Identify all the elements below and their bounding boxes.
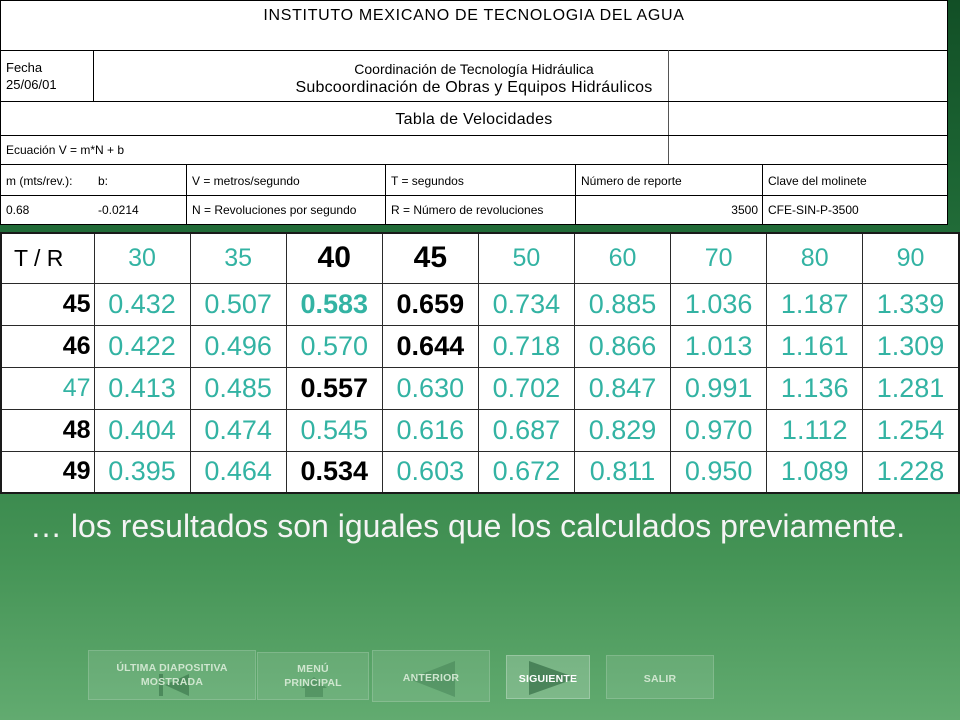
main-menu-button[interactable] [257,652,369,700]
table-cell: 0.557 [286,367,382,409]
previous-slide-label: ANTERIOR [402,672,460,684]
table-cell: 0.734 [478,283,574,325]
row-label: 47 [1,367,94,409]
table-cell: 0.432 [94,283,190,325]
table-cell: 0.644 [382,325,478,367]
next-slide-label: SIGUIENTE [518,672,578,685]
table-cell: 0.811 [574,451,670,493]
table-cell: 0.464 [190,451,286,493]
row-label: 46 [1,325,94,367]
table-cell: 1.281 [863,367,959,409]
next-slide-button[interactable] [506,655,590,699]
subcoordination-title: Subcoordinación de Obras y Equipos Hidráulicos [295,79,653,96]
date-value: 25/06/01 [6,77,57,92]
table-cell: 0.718 [478,325,574,367]
table-cell: 0.474 [190,409,286,451]
table-row [1,283,959,325]
table-cell: 0.413 [94,367,190,409]
last-viewed-slide-button[interactable] [88,650,256,700]
table-cell: 0.583 [286,283,382,325]
intercept-value: -0.0214 [98,203,139,217]
divider [1,135,947,136]
divider [1,101,947,102]
exit-button[interactable] [606,655,714,699]
divider [1,195,947,196]
column-header: 45 [382,233,478,283]
table-cell: 1.187 [767,283,863,325]
table-cell: 0.885 [574,283,670,325]
table-cell: 1.089 [767,451,863,493]
table-cell: 0.630 [382,367,478,409]
institute-title: INSTITUTO MEXICANO DE TECNOLOGIA DEL AGUA [263,7,685,24]
table-cell: 0.659 [382,283,478,325]
table-cell: 0.496 [190,325,286,367]
column-header: 90 [863,233,959,283]
coordination-title: Coordinación de Tecnología Hidráulica [354,61,594,77]
table-cell: 1.254 [863,409,959,451]
table-cell: 0.507 [190,283,286,325]
table-cell: 0.866 [574,325,670,367]
previous-slide-button[interactable] [372,650,490,702]
table-cell: 0.404 [94,409,190,451]
time-unit-label: T = segundos [391,174,464,188]
row-label: 49 [1,451,94,493]
slope-value: 0.68 [6,203,30,217]
table-cell: 0.545 [286,409,382,451]
velocity-unit-label: V = metros/segundo [192,174,300,188]
velocity-table [0,232,960,494]
label-line: ÚLTIMA DIAPOSITIVA [116,662,228,674]
date-label: Fecha [6,60,43,75]
slope-label: m (mts/rev.): [6,174,73,188]
column-header: 30 [94,233,190,283]
table-cell: 0.422 [94,325,190,367]
exit-label: SALIR [643,672,677,685]
table-cell: 0.672 [478,451,574,493]
report-header-form [0,0,948,225]
table-row [1,367,959,409]
slide-caption: … los resultados son iguales que los calculados previamente. [30,508,906,544]
table-cell: 1.112 [767,409,863,451]
table-cell: 0.991 [671,367,767,409]
revolutions-per-second-label: N = Revoluciones por segundo [192,203,357,217]
table-cell: 0.534 [286,451,382,493]
divider [1,164,947,165]
report-number-value: 3500 [731,203,758,217]
equation-label: Ecuación V = m*N + b [6,143,125,157]
table-cell: 1.161 [767,325,863,367]
table-cell: 0.970 [671,409,767,451]
table-corner-label: T / R [1,233,94,283]
table-cell: 1.228 [863,451,959,493]
table-cell: 1.136 [767,367,863,409]
table-cell: 1.309 [863,325,959,367]
table-cell: 0.485 [190,367,286,409]
table-cell: 1.339 [863,283,959,325]
table-cell: 0.829 [574,409,670,451]
table-row [1,451,959,493]
table-cell: 1.013 [671,325,767,367]
column-header: 70 [671,233,767,283]
column-header: 80 [767,233,863,283]
table-cell: 0.950 [671,451,767,493]
row-label: 48 [1,409,94,451]
label-line: PRINCIPAL [284,677,342,689]
table-cell: 0.570 [286,325,382,367]
column-header: 50 [478,233,574,283]
label-line: MENÚ [297,663,329,675]
table-cell: 0.847 [574,367,670,409]
report-number-label: Número de reporte [581,174,682,188]
meter-key-value: CFE-SIN-P-3500 [768,203,859,217]
table-cell: 1.036 [671,283,767,325]
column-header: 60 [574,233,670,283]
label-line: MOSTRADA [140,676,204,688]
table-cell: 0.395 [94,451,190,493]
column-header: 35 [190,233,286,283]
row-label: 45 [1,283,94,325]
table-header-row [1,233,959,283]
table-cell: 0.702 [478,367,574,409]
table-row [1,409,959,451]
intercept-label: b: [98,174,109,188]
table-cell: 0.616 [382,409,478,451]
revolutions-count-label: R = Número de revoluciones [391,203,544,217]
divider [1,50,947,51]
last-viewed-slide-label [116,661,227,689]
table-row [1,325,959,367]
table-title: Tabla de Velocidades [395,111,553,128]
table-cell: 0.687 [478,409,574,451]
column-header: 40 [286,233,382,283]
table-cell: 0.603 [382,451,478,493]
meter-key-label: Clave del molinete [768,174,867,188]
main-menu-label [284,662,342,690]
